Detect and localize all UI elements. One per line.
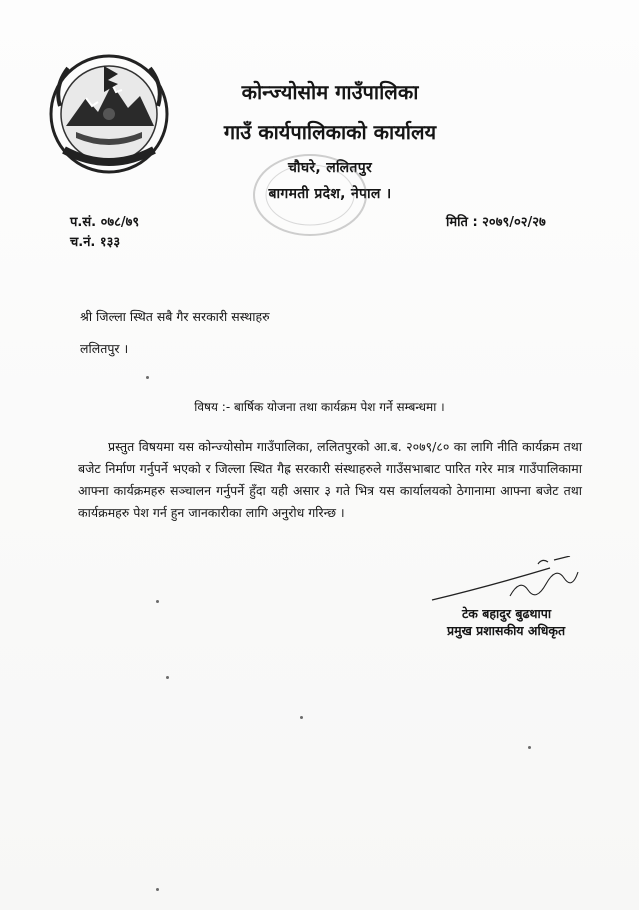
reference-number: प.सं. ०७८/७९ <box>70 215 140 230</box>
subject-line: विषय :- बार्षिक योजना तथा कार्यक्रम पेश गर्ने सम्बन्धमा । <box>194 400 445 414</box>
nepal-government-emblem-icon <box>46 46 172 176</box>
scan-speck <box>528 746 531 749</box>
signatory-name: टेक बहादुर बुढथापा <box>462 606 552 621</box>
scan-speck <box>300 716 303 719</box>
signatory-title: प्रमुख प्रशासकीय अधिकृत <box>447 623 566 638</box>
recipient: श्री जिल्ला स्थित सबै गैर सरकारी सस्थाहरु <box>80 309 270 324</box>
scan-speck <box>156 600 159 603</box>
office-province: बागमती प्रदेश, नेपाल । <box>268 186 392 202</box>
scan-speck <box>166 676 169 679</box>
scan-speck <box>156 888 159 891</box>
office-stamp-icon <box>250 150 370 240</box>
office-name: गाउँ कार्यपालिकाको कार्यालय <box>223 120 437 144</box>
handwritten-signature-icon <box>430 556 580 606</box>
org-name: कोन्ज्योसोम गाउँपालिका <box>241 80 419 104</box>
dispatch-number: च.नं. १३३ <box>70 235 121 250</box>
office-address: चौघरे, ललितपुर <box>288 160 372 176</box>
recipient-place: ललितपुर । <box>80 341 129 356</box>
letter-date: मिति : २०७९/०२/२७ <box>446 215 546 230</box>
scan-speck <box>146 376 149 379</box>
letter-body: प्रस्तुत विषयमा यस कोन्ज्योसोम गाउँपालिका, ललितपुरको आ.ब. २०७९/८० का लागि नीति कार्यक्रम तथा बजेट निर्माण गर्नुपर्ने भएको र जिल्ला स्थित गैह्र सरकारी संस्थाहरुले गाउँसभाबाट पारित गरेर मात्र गाउँपालिकामा आफ्ना कार्यक्रमहरु सञ्चालन गर्नुपर्ने हुँदा यही असार ३ गते भित्र यस कार्यालयको ठेगानामा आफ्ना बजेट तथा कार्यक्रमहरु पेश गर्न हुन जानकारीका लागि अनुरोध गरिन्छ । <box>78 439 582 520</box>
